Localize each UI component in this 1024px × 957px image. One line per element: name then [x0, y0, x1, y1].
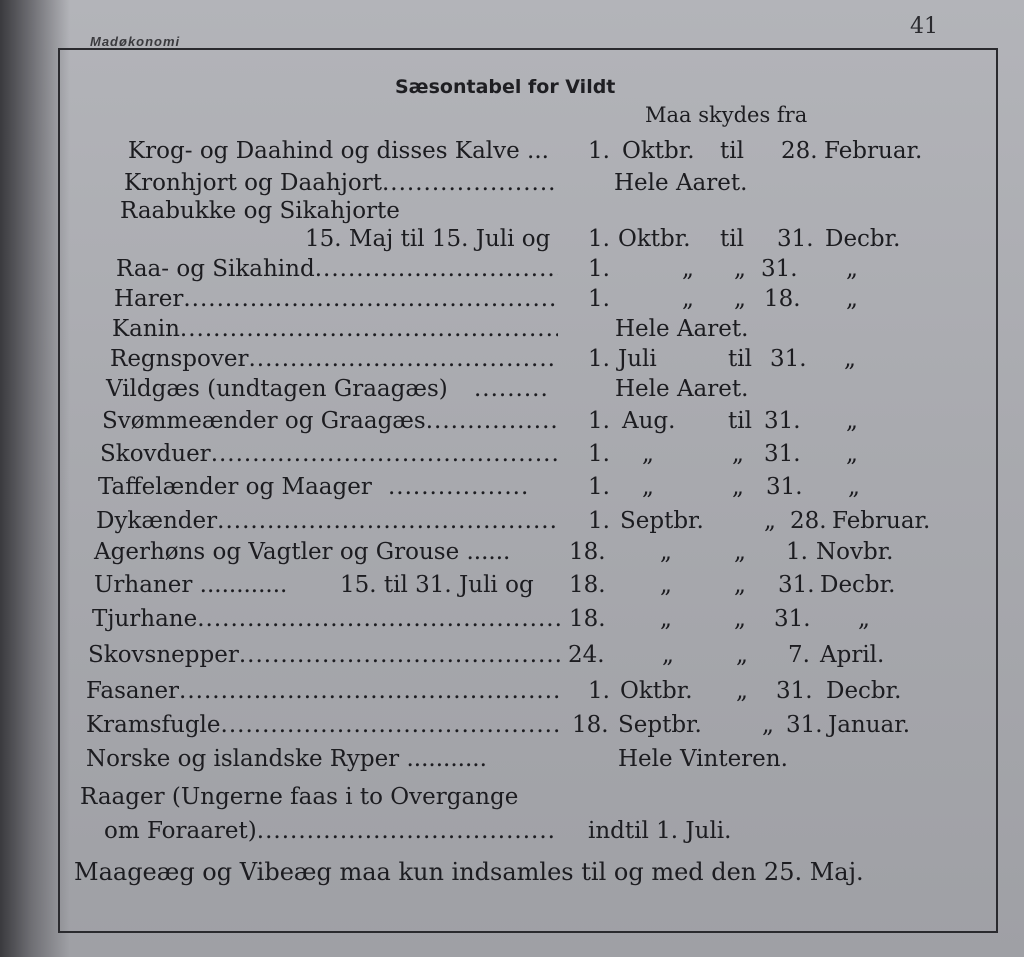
to-month: Decbr. [825, 226, 901, 252]
from-month: „ [642, 474, 654, 500]
to-month: Februar. [832, 508, 931, 534]
row-label: Raager (Ungerne faas i to Overgange [80, 784, 519, 810]
from-month: Septbr. [620, 508, 704, 534]
to-day: 31. [777, 226, 814, 252]
to-day: 31. [766, 474, 803, 500]
to-month: Decbr. [820, 572, 896, 598]
from-month: Oktbr. [622, 138, 695, 164]
row-label: Regnspover ..... [110, 348, 558, 371]
row-label: Dykænder ..... [96, 510, 558, 533]
to-month: „ [844, 346, 856, 372]
footnote: Maageæg og Vibeæg maa kun indsamles til og med den 25. Maj. [74, 858, 864, 886]
from-month: „ [682, 286, 694, 312]
separator: „ [734, 539, 746, 565]
from-day: 1. [588, 286, 610, 312]
to-month: Decbr. [826, 678, 902, 704]
to-month: Novbr. [816, 539, 894, 565]
from-day: 18. [569, 572, 606, 598]
table-title: Sæsontabel for Vildt [395, 76, 616, 98]
row-label: Agerhøns og Vagtler og Grouse ...... [94, 539, 511, 565]
to-month: „ [846, 286, 858, 312]
from-day: 1. [588, 474, 610, 500]
note: Hele Aaret. [615, 316, 749, 342]
from-month: „ [660, 606, 672, 632]
from-month: Oktbr. [620, 678, 693, 704]
from-month: Oktbr. [618, 226, 691, 252]
from-month: „ [660, 539, 672, 565]
note: Hele Aaret. [614, 170, 748, 196]
from-month: „ [642, 441, 654, 467]
to-day: 7. [788, 642, 810, 668]
separator: „ [736, 678, 748, 704]
from-day: 1. [588, 508, 610, 534]
to-month: „ [846, 441, 858, 467]
separator: „ [764, 508, 776, 534]
row-label: om Foraaret) ..... [104, 820, 558, 843]
separator: „ [734, 606, 746, 632]
to-day: 1. [786, 539, 808, 565]
from-day: 18. [572, 712, 609, 738]
from-day: 1. [588, 441, 610, 467]
to-day: 31. [770, 346, 807, 372]
to-day: 31. [764, 408, 801, 434]
from-day: 1. [588, 678, 610, 704]
from-day: 1. [588, 256, 610, 282]
row-label: Taffelænder og Maager [98, 474, 372, 500]
row-label: Harer ..... [114, 288, 558, 311]
from-day: 18. [569, 606, 606, 632]
row-label: Krog- og Daahind og disses Kalve ... [128, 138, 549, 164]
row-label: Raa- og Sikahind ..... [116, 258, 558, 281]
from-day: 18. [569, 539, 606, 565]
separator: til [720, 138, 744, 164]
note: indtil 1. Juli. [588, 818, 732, 844]
separator: „ [732, 441, 744, 467]
from-day: 24. [568, 642, 605, 668]
to-month: April. [820, 642, 885, 668]
row-label: Svømmeænder og Graagæs ..... [102, 410, 558, 433]
row-label-suffix: 15. til 31. Juli og [340, 572, 534, 598]
row-label: Tjurhane ..... [92, 608, 562, 631]
separator: „ [734, 572, 746, 598]
from-day: 1. [588, 138, 610, 164]
note: Hele Vinteren. [618, 746, 788, 772]
from-month: „ [660, 572, 672, 598]
row-label: Norske og islandske Ryper ........... [86, 746, 487, 772]
from-day: 1. [588, 226, 610, 252]
to-month: „ [858, 606, 870, 632]
to-day: 18. [764, 286, 801, 312]
separator: „ [732, 474, 744, 500]
to-day: 31. [776, 678, 813, 704]
separator: til [720, 226, 744, 252]
to-month: „ [848, 474, 860, 500]
to-day: 31. [786, 712, 823, 738]
running-title: Madøkonomi [90, 34, 181, 49]
to-month: Februar. [824, 138, 923, 164]
to-month: „ [846, 408, 858, 434]
column-header: Maa skydes fra [645, 103, 808, 127]
separator: til [728, 346, 752, 372]
from-month: Septbr. [618, 712, 702, 738]
from-day: 1. [588, 346, 610, 372]
to-day: 31. [778, 572, 815, 598]
from-month: Juli [618, 346, 657, 372]
row-label: Kramsfugle ..... [86, 714, 562, 737]
row-label: Kanin ..... [112, 318, 558, 341]
from-month: Aug. [622, 408, 676, 434]
row-label: Urhaner ............ [94, 572, 288, 598]
separator: „ [762, 712, 774, 738]
from-day: 1. [588, 408, 610, 434]
row-label: 15. Maj til 15. Juli og [305, 226, 551, 252]
leader-dots: ......... [474, 376, 549, 402]
separator: til [728, 408, 752, 434]
row-label: Kronhjort og Daahjort ..... [124, 172, 558, 195]
row-label: Skovsnepper ..... [88, 644, 562, 667]
to-day: 28. [790, 508, 827, 534]
to-day: 31. [774, 606, 811, 632]
row-label: Fasaner ..... [86, 680, 562, 703]
to-day: 31. [761, 256, 798, 282]
row-label: Raabukke og Sikahjorte [120, 198, 400, 224]
from-month: „ [682, 256, 694, 282]
separator: „ [736, 642, 748, 668]
from-month: „ [662, 642, 674, 668]
separator: „ [734, 256, 746, 282]
leader-dots: ................. [388, 474, 530, 500]
page-number: 41 [910, 14, 938, 39]
to-day: 31. [764, 441, 801, 467]
to-day: 28. [781, 138, 818, 164]
note: Hele Aaret. [615, 376, 749, 402]
to-month: „ [846, 256, 858, 282]
to-month: Januar. [828, 712, 911, 738]
separator: „ [734, 286, 746, 312]
row-label: Vildgæs (undtagen Graagæs) [106, 376, 448, 402]
row-label: Skovduer ..... [100, 443, 558, 466]
